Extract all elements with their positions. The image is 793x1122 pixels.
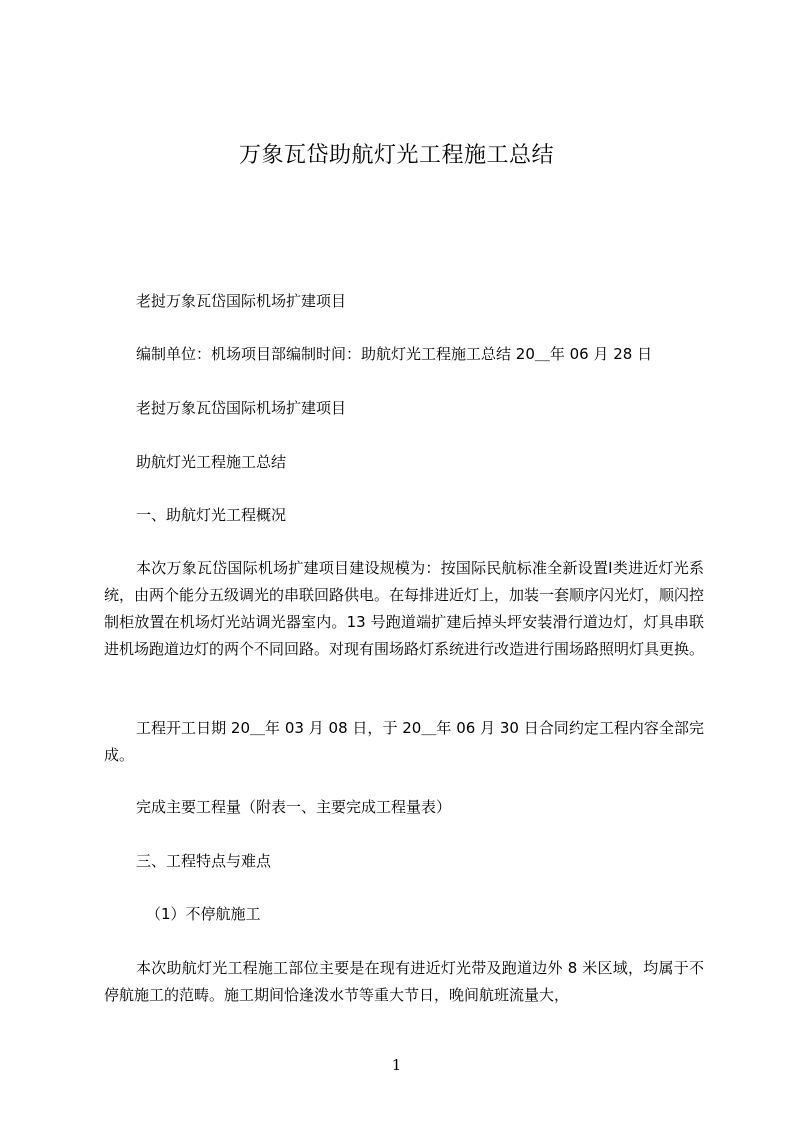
project-name-line-repeat: 老挝万象瓦岱国际机场扩建项目 xyxy=(136,399,347,417)
quantities-line: 完成主要工程量（附表一、主要完成工程量表） xyxy=(136,798,452,816)
overview-paragraph: 本次万象瓦岱国际机场扩建项目建设规模为：按国际民航标准全新设置Ⅰ类进近灯光系统，由两个能分五级调光的串联回路供电。在每排进近灯上，加装一套顺序闪光灯，顺闪控制柜放置在机场灯光站调光器室内。13 号跑道端扩建后掉头坪安装滑行道边灯，灯具串联进机场跑道边灯的两个不同回路。对现有围场路灯系统进行改造进行围场路照明灯具更换。 xyxy=(104,559,705,658)
schedule-paragraph: 工程开工日期 20＿年 03 月 08 日，于 20＿年 06 月 30 日合同约定工程内容全部完成。 xyxy=(104,719,704,764)
nonstop-construction-paragraph: 本次助航灯光工程施工部位主要是在现有进近灯光带及跑道边外 8 米区域，均属于不停航施工的范畴。施工期间恰逢泼水节等重大节日，晚间航班流量大， xyxy=(104,959,704,1004)
subsection-heading-nonstop: （1）不停航施工 xyxy=(146,905,261,923)
section-heading-features: 三、工程特点与难点 xyxy=(136,852,272,870)
section-heading-overview: 一、助航灯光工程概况 xyxy=(136,506,287,524)
document-title: 万象瓦岱助航灯光工程施工总结 xyxy=(238,143,554,168)
page-number: 1 xyxy=(391,1056,402,1074)
summary-subtitle: 助航灯光工程施工总结 xyxy=(136,453,287,471)
project-name-line: 老挝万象瓦岱国际机场扩建项目 xyxy=(136,292,347,310)
compiler-line: 编制单位：机场项目部编制时间：助航灯光工程施工总结 20＿年 06 月 28 日 xyxy=(136,345,653,363)
